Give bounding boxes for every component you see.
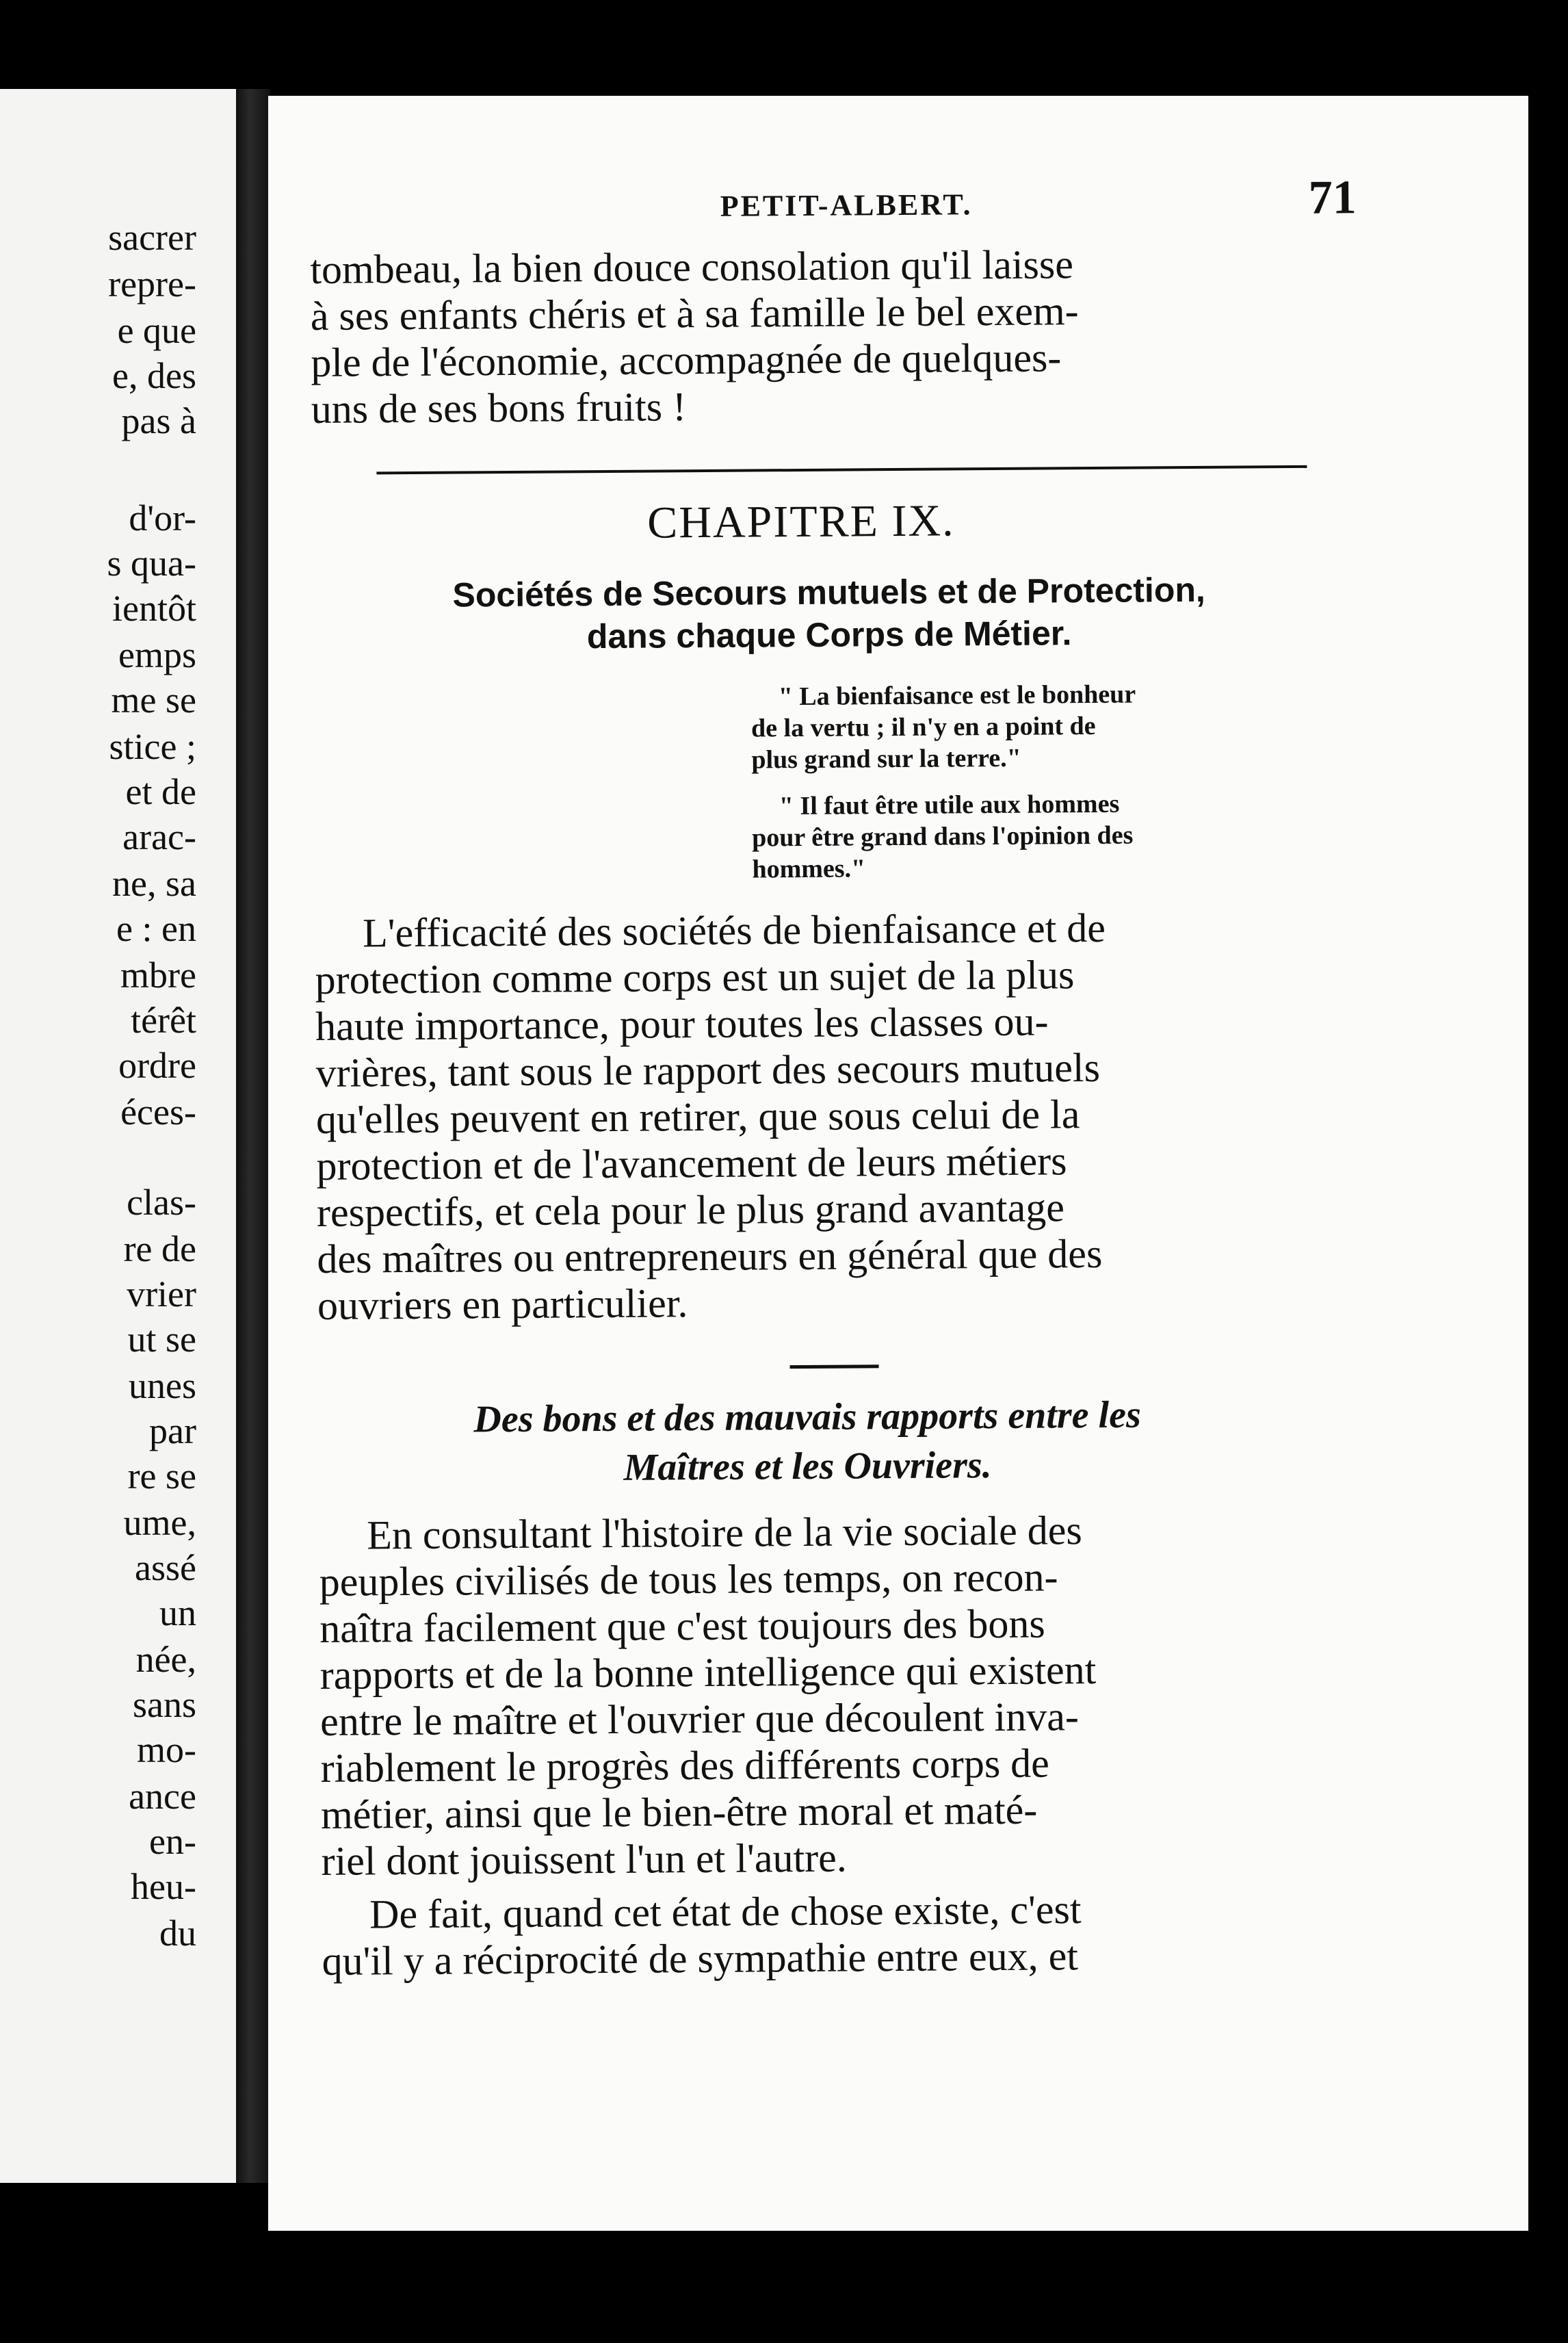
previous-page-line: me se <box>111 679 196 721</box>
previous-page-line: arac- <box>122 816 196 857</box>
previous-page-line: re de <box>123 1228 196 1269</box>
text-line: De fait, quand cet état de chose existe, c'est <box>369 1887 1082 1937</box>
page-content <box>309 130 1357 1984</box>
section-heading-line: Maîtres et les Ouvriers. <box>623 1444 992 1489</box>
text-line: respectifs, et cela pour le plus grand avantage <box>316 1185 1065 1235</box>
text-line: uns de ses bons fruits ! <box>311 384 687 432</box>
text-line: En consultant l'histoire de la vie sociale des <box>367 1507 1083 1558</box>
epigraph-line: " La bienfaisance est le bonheur <box>778 679 1136 712</box>
text-line: à ses enfants chéris et à sa famille le bel exem- <box>310 288 1079 339</box>
paragraph <box>322 1885 1301 1984</box>
epigraph-line: " Il faut être utile aux hommes <box>779 789 1120 821</box>
previous-page-line: e, des <box>112 355 196 396</box>
epigraph-line: plus grand sur la terre." <box>751 743 1021 775</box>
previous-page-line: pas à <box>121 400 196 441</box>
text-line: métier, ainsi que le bien-être moral et maté- <box>320 1787 1038 1837</box>
text-line: tombeau, la bien douce consolation qu'il laisse <box>310 242 1074 292</box>
previous-page-line: d'or- <box>129 497 196 539</box>
previous-page-line: ordre <box>118 1045 196 1086</box>
previous-page-line: vrier <box>127 1273 196 1315</box>
epigraph-line: pour être grand dans l'opinion des <box>752 820 1134 853</box>
epigraph-line: hommes." <box>752 854 866 884</box>
text-line: qu'il y a réciprocité de sympathie entre eux, et <box>322 1933 1079 1984</box>
text-line: naîtra facilement que c'est toujours des bons <box>319 1601 1045 1651</box>
text-line: entre le maître et l'ouvrier que découlent inva- <box>319 1694 1080 1744</box>
previous-page-line: par <box>149 1410 196 1451</box>
previous-page-line: re se <box>127 1455 196 1497</box>
section-heading <box>318 1389 1297 1494</box>
previous-page-line: unes <box>129 1365 196 1406</box>
previous-page-line: e : en <box>116 908 196 949</box>
previous-page-line: térêt <box>131 1000 196 1041</box>
chapter-subtitle-line: dans chaque Corps de Métier. <box>586 614 1072 656</box>
chapter-subtitle-line: Sociétés de Secours mutuels et de Protection, <box>452 570 1206 614</box>
previous-page-line: stice ; <box>109 726 196 767</box>
text-line: peuples civilisés de tous les temps, on recon- <box>319 1554 1058 1605</box>
previous-page-line: s qua- <box>107 543 196 584</box>
epigraph <box>752 787 1300 885</box>
text-line: des maîtres ou entrepreneurs en général que des <box>317 1230 1103 1282</box>
text-line: ouvriers en particulier. <box>317 1280 688 1328</box>
previous-page-line: éces- <box>120 1091 196 1132</box>
section-rule <box>790 1364 879 1369</box>
previous-page-line: clas- <box>127 1182 196 1223</box>
previous-page-line: en- <box>149 1821 196 1862</box>
previous-page-edge <box>0 89 240 2183</box>
previous-page-line: du <box>159 1913 196 1954</box>
chapter-rule <box>376 465 1307 474</box>
previous-page-line: repre- <box>108 263 196 305</box>
chapter-subtitle <box>353 568 1305 660</box>
epigraph <box>751 677 1299 776</box>
text-line: qu'elles peuvent en retirer, que sous celui de la <box>315 1091 1080 1142</box>
text-line: vrières, tant sous le rapport des secours mutuels <box>315 1044 1101 1096</box>
text-line: L'efficacité des sociétés de bienfaisance et de <box>362 905 1106 956</box>
previous-page-line: née, <box>135 1639 196 1680</box>
epigraph-line: de la vertu ; il n'y en a point de <box>750 711 1096 743</box>
previous-page-line: ut se <box>127 1319 196 1360</box>
previous-page-line: un <box>159 1592 196 1633</box>
text-line: haute importance, pour toutes les classes ou- <box>315 998 1049 1049</box>
previous-page-line: et de <box>125 771 196 812</box>
previous-page-line: sans <box>133 1684 196 1725</box>
book-gutter <box>236 89 270 2183</box>
previous-page-line: ne, sa <box>112 863 196 904</box>
text-line: riel dont jouissent l'un et l'autre. <box>321 1835 847 1884</box>
previous-page-line: emps <box>118 634 196 675</box>
previous-page-line: mo- <box>137 1729 196 1770</box>
previous-page-line: sacrer <box>108 217 196 258</box>
paragraph <box>315 903 1296 1329</box>
chapter-title: CHAPITRE IX. <box>647 495 955 548</box>
section-heading-line: Des bons et des mauvais rapports entre les <box>473 1393 1141 1441</box>
text-line: riablement le progrès des différents corps de <box>320 1740 1050 1791</box>
previous-page-line: heu- <box>131 1866 196 1907</box>
previous-page-line: assé <box>135 1547 196 1588</box>
paragraph <box>319 1505 1300 1885</box>
book-page <box>268 96 1528 2231</box>
text-line: ple de l'économie, accompagnée de quelques- <box>311 335 1062 385</box>
page-number: 71 <box>1308 171 1357 224</box>
previous-page-line: ume, <box>123 1502 196 1543</box>
text-line: protection et de l'avancement de leurs métiers <box>316 1138 1067 1189</box>
previous-page-line: e que <box>117 310 196 351</box>
text-line: protection comme corps est un sujet de la plus <box>315 952 1075 1002</box>
previous-page-line: ance <box>129 1776 196 1817</box>
previous-page-line: mbre <box>120 955 196 996</box>
previous-page-line: ientôt <box>112 588 196 629</box>
running-head: PETIT-ALBERT. <box>720 187 973 223</box>
opening-paragraph <box>310 240 1290 432</box>
text-line: rapports et de la bonne intelligence qui existent <box>319 1647 1097 1698</box>
